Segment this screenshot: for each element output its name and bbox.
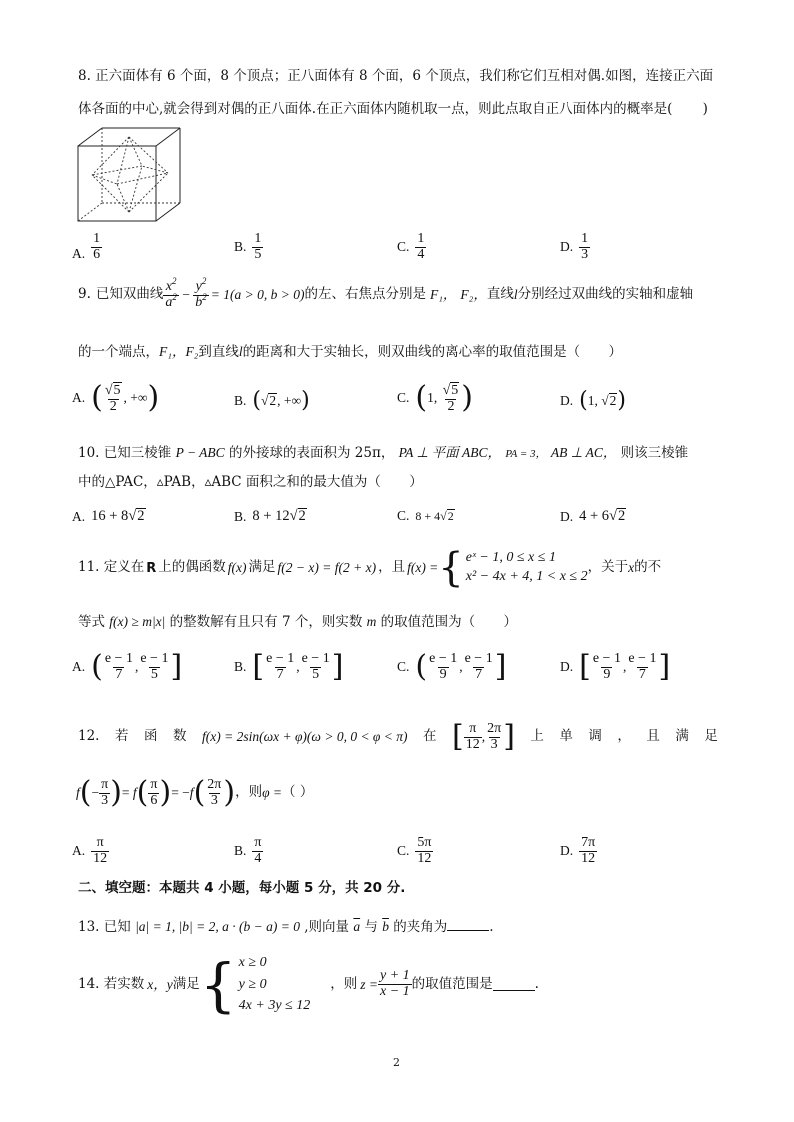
q11-option-c[interactable]: C. ( e − 1 9 , e − 1 7 ] xyxy=(397,649,507,685)
q8-option-a[interactable]: A. 1 6 xyxy=(72,231,101,262)
q8-line2-text: 体各面的中心,就会得到对偶的正八面体.在正六面体内随机取一点，则此点取自正八面体内的概率是( xyxy=(78,101,673,117)
q12-function: f(x) = 2sin(ωx + φ)(ω > 0, 0 < φ < π) xyxy=(201,729,408,745)
q14-constraints: x ≥ 0 y ≥ 0 4x + 3y ≤ 12 xyxy=(238,955,311,1014)
q13: 13. 已知 |a| = 1, |b| = 2, a · (b − a) = 0 ,则向量 $\overline{a}$ 与 $\overline{b}$ 的夹角为 . xyxy=(78,919,494,935)
q11-symmetry-equation: f(2 − x) = f(2 + x) xyxy=(277,560,377,576)
q10-line2: 中的△PAC，▵PAB，▵ABC 面积之和的最大值为（ ） xyxy=(78,474,423,490)
q11-option-b[interactable]: B. [ e − 1 7 , e − 1 5 ] xyxy=(234,649,344,685)
q10-option-d[interactable]: D. 4 + 6√2 xyxy=(560,508,626,524)
q11-option-d[interactable]: D. [ e − 1 9 , e − 1 7 ] xyxy=(560,649,671,685)
q13-vector-condition: |a| = 1, |b| = 2, a · (b − a) = 0 xyxy=(135,919,300,934)
q9-line1: 9. 已知双曲线 $x^2$ $a^2$ − $\frac{y^2}{b^2}$ = 1(a > 0, b > 0) 的左、右焦点分别是 F₁， F₂， 直线 l 分别经过双曲线的实轴和虚轴 xyxy=(78,276,694,310)
q9-option-d[interactable]: D. ( 1, √2 ) xyxy=(560,388,626,413)
q8-option-c-fraction: 1 4 xyxy=(417,231,425,262)
q9-option-c[interactable]: C. ( 1, √5 2 ) xyxy=(397,380,474,416)
q12-option-b[interactable]: B. π 4 xyxy=(234,835,262,866)
cube-octahedron-figure xyxy=(76,126,182,223)
q12-option-d[interactable]: D. 7π 12 xyxy=(560,835,596,866)
q14-answer-blank[interactable] xyxy=(493,978,535,991)
q13-answer-blank[interactable] xyxy=(447,918,489,931)
q10-option-a[interactable]: A. 16 + 8√2 xyxy=(72,508,145,524)
q11-line2: 等式 f(x) ≥ m|x| 的整数解有且只有 7 个，则实数 m 的取值范围为（ ） xyxy=(78,614,517,630)
q8-line1: 8. 正六面体有 6 个面，8 个顶点；正八面体有 8 个面，6 个顶点，我们称它们互相对偶.如图，连接正六面 xyxy=(78,68,714,84)
q10-option-b[interactable]: B. 8 + 12√2 xyxy=(234,508,306,524)
q9-option-b[interactable]: B. ( √2, +∞ ) xyxy=(234,388,310,413)
q11-line1: 11. 定义在 R 上的偶函数 f(x) 满足 f(2 − x) = f(2 + x) ，且 f(x) = { eˣ − 1, 0 ≤ x ≤ 1 x² − 4x + 4, 1 < x ≤ 2 ，关于 x 的不 xyxy=(78,545,662,591)
q8-line2 xyxy=(78,103,708,117)
page-number: 2 xyxy=(393,1056,400,1069)
q12-line2: f ( − $\frac{\pi}{3}$ ) = f ( π 6 ) = − f ( 2π 3 ) ，则 φ = （ ） xyxy=(76,775,314,811)
q12-option-c[interactable]: C. 5π 12 xyxy=(397,835,432,866)
q8-option-b[interactable]: B. 1 5 xyxy=(234,231,262,262)
q10-option-c[interactable]: C. 8 + 4√2 xyxy=(397,508,454,523)
q9-line2: 的一个端点，F₁，F₂到直线l的距离和大于实轴长，则双曲线的离心率的取值范围是（ ） xyxy=(78,344,622,360)
q12-option-a[interactable]: A. π 12 xyxy=(72,835,108,866)
q8-option-b-fraction: 1 5 xyxy=(254,231,262,262)
q11-option-a[interactable]: A. ( e − 1 7 , e − 1 5 ] xyxy=(72,649,183,685)
q8-option-c[interactable]: C. 1 4 xyxy=(397,231,425,262)
q8-option-d-fraction: 1 3 xyxy=(581,231,589,262)
q8-option-a-fraction: 1 6 xyxy=(93,231,101,262)
q9-x2-over-a2: $x^2$ $a^2$ xyxy=(165,276,177,310)
q9-condition: = 1(a > 0, b > 0) xyxy=(210,287,305,303)
q8-paren-close: ) xyxy=(702,101,708,117)
q9-option-a[interactable]: A. ( √5 2 , +∞ ) xyxy=(72,380,160,416)
q12-line1: 12. 若 函 数 f(x) = 2sin(ωx + φ)(ω > 0, 0 < φ < π) 在 [ π 12 , 2π 3 ] 上 单 调 ， 且 满 足 xyxy=(78,719,718,755)
q14: 14. 若实数 x， y 满足 { x ≥ 0 y ≥ 0 4x + 3y ≤ 12 ，则 z = $\frac{y + 1}{x - 1}$ 的取值范围是 . xyxy=(78,950,539,1019)
section-2-heading: 二、填空题：本题共 4 小题，每小题 5 分，共 20 分. xyxy=(78,880,406,896)
q11-piecewise: eˣ − 1, 0 ≤ x ≤ 1 x² − 4x + 4, 1 < x ≤ 2 xyxy=(465,550,588,584)
q10-line1: 10. 已知三棱锥 P − ABC 的外接球的表面积为 25π， PA ⊥ 平面 ABC， PA = 3， AB ⊥ AC， 则该三棱锥 xyxy=(78,445,689,461)
q9-y2-over-b2: $\frac{y^2}{b^2}$ xyxy=(195,276,207,310)
q8-option-d[interactable]: D. 1 3 xyxy=(560,231,589,262)
